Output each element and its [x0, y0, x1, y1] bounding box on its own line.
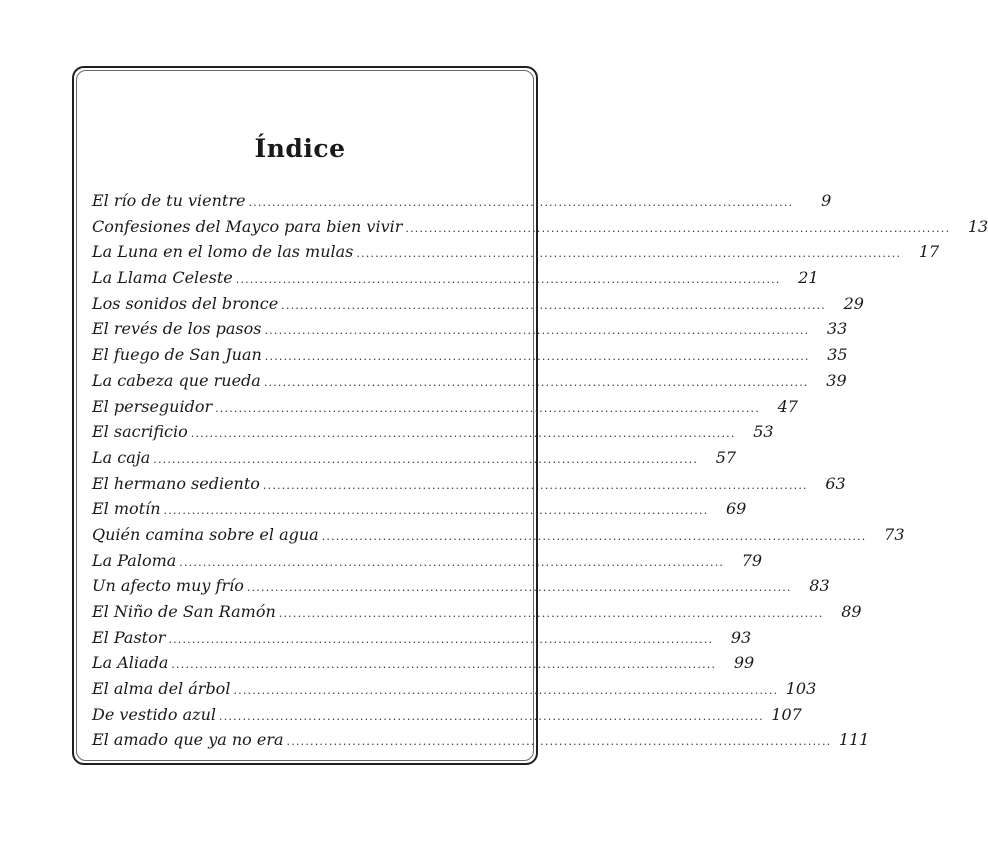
- toc-entry-page-number: 111: [838, 730, 870, 750]
- toc-entry-title: La Luna en el lomo de las mulas: [92, 242, 354, 262]
- toc-entry-page-number: 107: [771, 704, 802, 724]
- toc-entry-page-number: 93: [730, 627, 752, 647]
- toc-entry-page-number: 63: [825, 473, 846, 493]
- toc-entry-title: El alma del árbol: [92, 679, 231, 699]
- toc-entry-title: El Niño de San Ramón: [92, 602, 276, 621]
- toc-entry-page-number: 13: [967, 216, 988, 236]
- toc-dot-leader: ....................................................................................................................: [281, 298, 826, 312]
- toc-entry-title: La Llama Celeste: [92, 268, 233, 288]
- toc-entry-title: El revés de los pasos: [92, 319, 262, 339]
- toc-entry: [92, 524, 905, 551]
- toc-entry-title: De vestido azul: [92, 704, 216, 724]
- toc-entry-title: La caja: [92, 447, 151, 467]
- toc-entry: [92, 447, 737, 474]
- toc-entry-page-number: 89: [841, 602, 862, 621]
- toc-dot-leader: ....................................................................................................................: [235, 273, 781, 287]
- toc-entry-page-number: 83: [809, 576, 830, 596]
- toc-entry: [92, 627, 752, 654]
- toc-dot-leader: ....................................................................................................................: [168, 632, 714, 646]
- table-of-contents: [92, 191, 988, 756]
- toc-entry: [92, 319, 848, 345]
- toc-entry-title: El motín: [92, 499, 161, 519]
- toc-entry-page-number: 17: [918, 242, 940, 262]
- toc-entry-title: El fuego de San Juan: [92, 345, 262, 365]
- toc-entry: [92, 704, 802, 731]
- toc-dot-leader: ....................................................................................................................: [263, 375, 809, 389]
- toc-dot-leader: ....................................................................................................................: [215, 401, 760, 415]
- toc-dot-leader: ....................................................................................................................: [262, 478, 808, 492]
- toc-dot-leader: ....................................................................................................................: [405, 221, 951, 235]
- toc-entry: [92, 293, 864, 320]
- toc-entry: [92, 216, 988, 243]
- toc-entry: [92, 653, 755, 679]
- toc-entry: [92, 679, 817, 705]
- toc-entry-page-number: 21: [798, 268, 819, 288]
- toc-entry: [92, 473, 846, 500]
- toc-entry-title: El hermano sediento: [92, 473, 260, 493]
- toc-dot-leader: ....................................................................................................................: [264, 324, 810, 338]
- toc-entry: [92, 370, 847, 397]
- toc-entry-title: La cabeza que rueda: [92, 370, 261, 390]
- page-title: Índice: [254, 134, 346, 163]
- toc-entry: [92, 396, 798, 423]
- toc-dot-leader: ....................................................................................................................: [219, 709, 764, 723]
- toc-entry-page-number: 47: [777, 396, 798, 416]
- toc-entry: [92, 602, 862, 628]
- toc-entry-title: El amado que ya no era: [92, 730, 284, 750]
- toc-dot-leader: ....................................................................................................................: [179, 555, 725, 569]
- toc-dot-leader: ....................................................................................................................: [163, 504, 709, 518]
- toc-entry: [92, 550, 763, 577]
- toc-entry-page-number: 35: [827, 345, 848, 365]
- toc-dot-leader: ....................................................................................................................: [233, 684, 779, 698]
- toc-dot-leader: ....................................................................................................................: [248, 196, 794, 209]
- toc-entry: [92, 191, 832, 217]
- toc-entry-page-number: 103: [785, 679, 817, 699]
- toc-entry-title: La Aliada: [92, 653, 169, 673]
- toc-entry-page-number: 33: [826, 319, 848, 339]
- toc-entry-title: Los sonidos del bronce: [92, 293, 279, 313]
- toc-dot-leader: ....................................................................................................................: [171, 658, 717, 672]
- toc-entry-page-number: 69: [726, 499, 747, 519]
- toc-entry-title: Confesiones del Mayco para bien vivir: [92, 216, 403, 236]
- toc-dot-leader: ....................................................................................................................: [264, 350, 810, 364]
- toc-entry-page-number: 53: [753, 422, 774, 442]
- toc-entry-page-number: 39: [826, 370, 847, 390]
- toc-entry-title: El perseguidor: [92, 396, 213, 416]
- toc-entry: [92, 576, 830, 602]
- toc-entry-title: Un afecto muy frío: [92, 576, 244, 596]
- toc-dot-leader: ....................................................................................................................: [321, 529, 867, 543]
- toc-entry: [92, 242, 940, 268]
- toc-entry-page-number: 79: [741, 550, 763, 570]
- toc-dot-leader: ....................................................................................................................: [153, 452, 699, 466]
- toc-entry-title: La Paloma: [92, 550, 177, 570]
- toc-entry: [92, 268, 819, 294]
- toc-entry-page-number: 29: [843, 293, 864, 313]
- toc-dot-leader: ....................................................................................................................: [278, 607, 824, 620]
- toc-entry: [92, 345, 848, 371]
- toc-dot-leader: ....................................................................................................................: [286, 735, 832, 749]
- toc-entry-page-number: 9: [821, 191, 832, 210]
- toc-dot-leader: ....................................................................................................................: [190, 427, 736, 441]
- toc-entry: [92, 730, 870, 756]
- toc-entry: [92, 499, 747, 525]
- toc-entry-title: El río de tu vientre: [92, 191, 246, 210]
- toc-entry-page-number: 73: [884, 524, 905, 544]
- toc-entry-title: El Pastor: [92, 627, 166, 647]
- toc-entry-page-number: 99: [733, 653, 755, 673]
- toc-dot-leader: ....................................................................................................................: [246, 581, 792, 595]
- toc-entry-title: El sacrificio: [92, 422, 188, 442]
- toc-dot-leader: ....................................................................................................................: [356, 247, 902, 261]
- toc-entry-page-number: 57: [715, 447, 737, 467]
- toc-entry-title: Quién camina sobre el agua: [92, 524, 319, 544]
- toc-entry: [92, 422, 774, 448]
